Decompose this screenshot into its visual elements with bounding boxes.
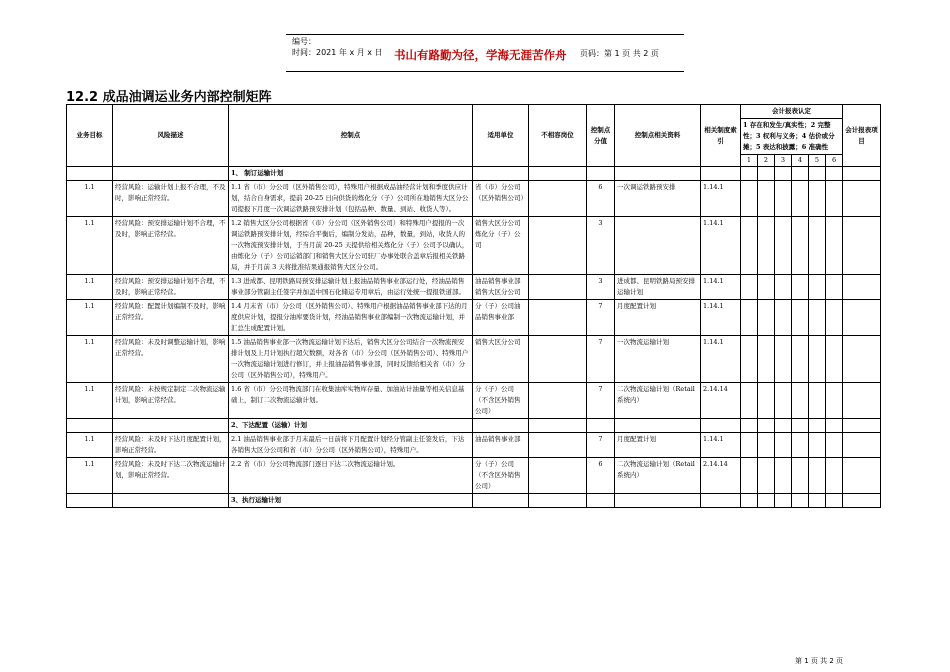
section-row [67, 419, 881, 433]
table-row: 1.1 经营风险：运输计划上报不合理，不及时，影响正常经营。 1.1 省（市）分公司（区外销售公司），特殊用户根据成品油经营计划和季度供应计划，结合自身需求，提前 20-25 日向供货的炼化分（子）公司所在地销售大区分公司提报下月度一次调运铁路预安排计划（包括品种、数量、到站、收货人等）。 省（市）分公司（区外销售公司） 6 一次调运铁路预安排 1.14.1 [67, 181, 881, 217]
section-title: 3、执行运输计划 [229, 494, 473, 508]
section-title: 2、下达配置（运输）计划 [229, 419, 473, 433]
table-row: 1.1 经营风险：未及时下达二次物流运输计划，影响正常经营。 2.2 省（市）分公司物流部门逐日下达二次物流运输计划。 分（子）公司（不含区外销售公司） 6 二次物流运输计划（Retail 系统内） 2.14.14 [67, 458, 881, 494]
section-row [67, 494, 881, 508]
doc-number-label: 编号： [292, 37, 316, 46]
col-recognition: 会计报表认定 [741, 105, 843, 119]
table-row: 1.1 经营风险：配置计划编制不及时，影响正常经营。 1.4 月末省（市）分公司（区外销售公司）、特殊用户根据油品销售事业部下达的月度供应计划，提报分油库要货计划，经油品销售事业部编制一次物流运输计划，并汇总生成配置计划。 分（子）公司油品销售事业部 7 月度配置计划 1.14.1 [67, 300, 881, 336]
header-motto: 书山有路勤为径，学海无涯苦作舟 [394, 48, 567, 62]
col-index: 相关制度索引 [701, 105, 741, 167]
col-docs: 控制点相关资料 [615, 105, 701, 167]
page-header [286, 34, 684, 72]
recog-num: 3 [775, 155, 792, 167]
col-incompatible: 不相容岗位 [529, 105, 587, 167]
col-report: 会计报表项目 [843, 105, 881, 167]
table-row: 1.1 经营风险：未及时下达月度配置计划，影响正常经营。 2.1 油品销售事业部于月末最后一日前将下月配置计划经分管副主任签发后，下达各销售大区分公司和省（市）分公司（区外销售公司），特殊用户。 油品销售事业部 7 月度配置计划 1.14.1 [67, 433, 881, 458]
header-meta [292, 36, 383, 58]
table-row: 1.1 经营风险：预安排运输计划不合理，不及时，影响正常经营。 1.2 销售大区分公司根据省（市）分公司（区外销售公司）和特殊用户提报的一次调运铁路预安排计划，经综合平衡后，编制分发站，品种，数量，到站，收货人的一次物流预安排计划，于当月前 20-25 天提供给相关炼化分（子）公司予以确认，由炼化分（子）公司运销部门和销售大区分公司驻厂办事处联合盖章后报相关铁路局，并于月前 3 天将批准结果通报销售大区分公司。 销售大区分公司炼化分（子）公司 3 1.14.1 [67, 217, 881, 275]
recog-num: 6 [826, 155, 843, 167]
table-row: 1.1 经营风险：未按规定制定二次物流运输计划，影响正常经营。 1.6 省（市）分公司物流部门在收集油库实物库存量、加油站计油量等相关信息基础上，制订二次物流运输计划。 分（子）公司（不含区外销售公司） 7 二次物流运输计划（Retail 系统内） 2.14.14 [67, 383, 881, 419]
page-title: 12.2 成品油调运业务内部控制矩阵 [66, 90, 272, 105]
col-score: 控制点分值 [587, 105, 615, 167]
section-row [67, 167, 881, 181]
col-control: 控制点 [229, 105, 473, 167]
recognition-legend: 1 存在和发生/真实性；2 完整性；3 权利与义务；4 估价或分摊；5 表达和披露；6 准确性 [741, 119, 843, 155]
page-footer: 第 1 页 共 2 页 [795, 657, 844, 665]
recog-num: 4 [792, 155, 809, 167]
col-unit: 适用单位 [473, 105, 529, 167]
recog-num: 5 [809, 155, 826, 167]
table-row: 1.1 经营风险：未及时调整运输计划，影响正常经营。 1.5 油品销售事业部一次物流运输计划下达后，销售大区分公司结合一次物流预安排计划及上月计划执行超欠数额，对各省（市）分公司（区外销售公司）、特殊用户一次物流运输计划进行修订，并上报油品销售事业部，同时反馈给相关省（市）分公司（区外销售公司），特殊用户。 销售大区分公司 7 一次物流运输计划 1.14.1 [67, 336, 881, 383]
table-header-row [67, 105, 881, 119]
table-row: 1.1 经营风险：预安排运输计划不合理，不及时，影响正常经营。 1.3 进成都、昆明铁路局预安排运输计划上报油品销售事业部运行处，经油品销售事业部分管副主任签字并加盖中国石化储运专用章后，由运行处统一提报铁道部。 油品销售事业部销售大区分公司 3 进成都、昆明铁路局预安排运输计划 1.14.1 [67, 275, 881, 300]
col-risk: 风险描述 [113, 105, 229, 167]
doc-time: 时间：2021 年 x 月 x 日 [292, 48, 383, 57]
recog-num: 2 [758, 155, 775, 167]
section-title: 1、 制订运输计划 [229, 167, 473, 181]
col-goal: 业务目标 [67, 105, 113, 167]
control-matrix-table [66, 104, 881, 508]
header-page-number: 页码：第 1 页 共 2 页 [580, 49, 659, 58]
recog-num: 1 [741, 155, 758, 167]
